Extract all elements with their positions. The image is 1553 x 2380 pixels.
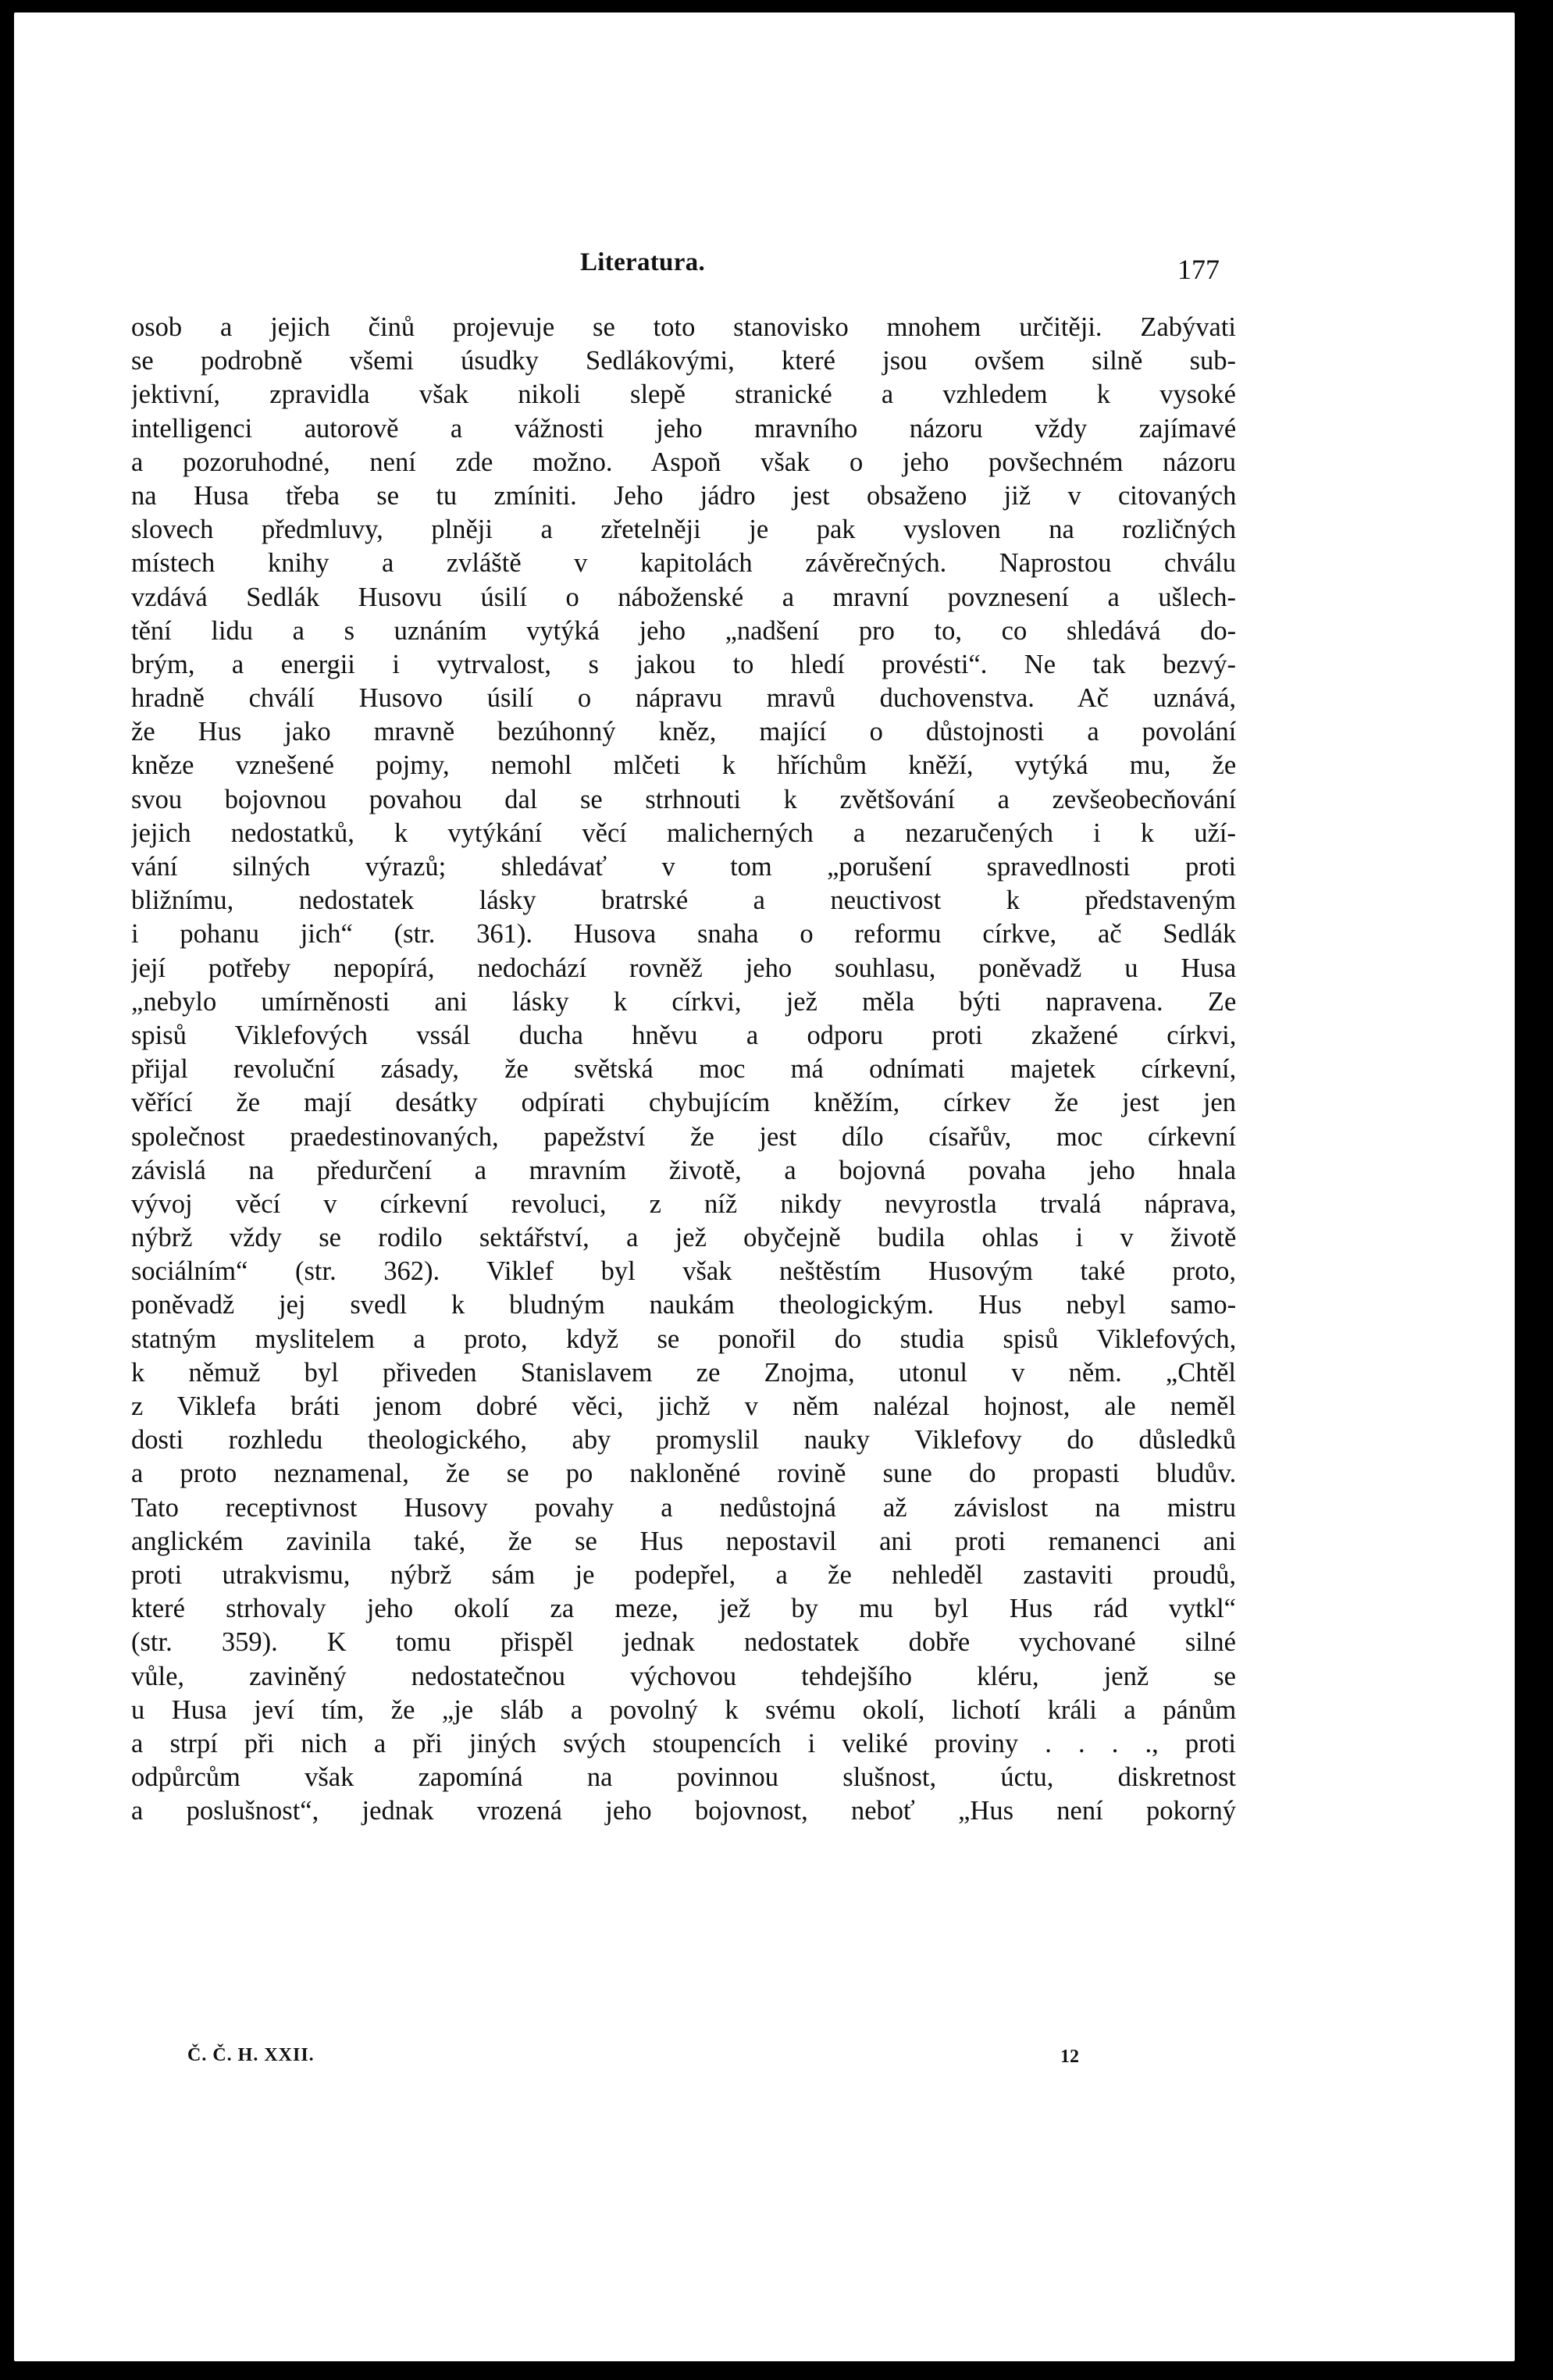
text-line: tění lidu a s uznáním vytýká jeho „nadšení pro to, co shledává do- xyxy=(131,615,1236,646)
text-line: (str. 359). K tomu přispěl jednak nedostatek dobře vychované silné xyxy=(131,1627,1236,1658)
text-line: bližnímu, nedostatek lásky bratrské a neuctivost k představeným xyxy=(131,885,1236,916)
text-line: i pohanu jich“ (str. 361). Husova snaha o reformu církve, ač Sedlák xyxy=(131,919,1236,950)
text-line: intelligenci autorově a vážnosti jeho mravního názoru vždy zajímavé xyxy=(131,413,1236,444)
text-line: věřící že mají desátky odpírati chybujícím kněžím, církev že jest jen xyxy=(131,1088,1236,1118)
text-line: a proto neznamenal, že se po nakloněné rovině sune do propasti bludův. xyxy=(131,1459,1236,1489)
text-line: Tato receptivnost Husovy povahy a nedůstojná až závislost na mistru xyxy=(131,1492,1236,1523)
sheet-number: 12 xyxy=(1060,2047,1079,2067)
text-line: hradně chválí Husovo úsilí o nápravu mravů duchovenstva. Ač uznává, xyxy=(131,683,1236,714)
text-line: kněze vznešené pojmy, nemohl mlčeti k hříchům kněží, vytýká mu, že xyxy=(131,750,1236,781)
running-title: Literatura. xyxy=(580,248,706,276)
text-line: poněvadž jej svedl k bludným naukám theologickým. Hus nebyl samo- xyxy=(131,1290,1236,1320)
text-line: které strhovaly jeho okolí za meze, jež by mu byl Hus rád vytkl“ xyxy=(131,1594,1236,1624)
text-line: vzdává Sedlák Husovu úsilí o náboženské a mravní povznesení a ušlech- xyxy=(131,582,1236,612)
text-line: a poslušnost“, jednak vrozená jeho bojovnost, neboť „Hus není pokorný xyxy=(131,1796,1236,1826)
text-line: dosti rozhledu theologického, aby promyslil nauky Viklefovy do důsledků xyxy=(131,1425,1236,1455)
text-line: z Viklefa bráti jenom dobré věci, jichž v něm nalézal hojnost, ale neměl xyxy=(131,1391,1236,1421)
text-line: přijal revoluční zásady, že světská moc má odnímati majetek církevní, xyxy=(131,1054,1236,1085)
running-header xyxy=(131,248,1224,295)
text-line: a pozoruhodné, není zde možno. Aspoň však o jeho povšechném názoru xyxy=(131,447,1236,477)
text-line: jejich nedostatků, k vytýkání věcí malicherných a nezaručených i k uží- xyxy=(131,818,1236,848)
text-line: spisů Viklefových vssál ducha hněvu a odporu proti zkažené církvi, xyxy=(131,1020,1236,1050)
text-line: její potřeby nepopírá, nedochází rovněž jeho souhlasu, poněvadž u Husa xyxy=(131,953,1236,983)
page-number: 177 xyxy=(1177,254,1220,285)
text-line: nýbrž vždy se rodilo sektářství, a jež obyčejně budila ohlas i v životě xyxy=(131,1223,1236,1253)
text-line: závislá na předurčení a mravním životě, a bojovná povaha jeho hnala xyxy=(131,1155,1236,1185)
text-line: u Husa jeví tím, že „je sláb a povolný k svému okolí, lichotí králi a pánům xyxy=(131,1694,1236,1725)
text-line: vůle, zaviněný nedostatečnou výchovou tehdejšího kléru, jenž se xyxy=(131,1661,1236,1691)
text-line: osob a jejich činů projevuje se toto stanovisko mnohem určitěji. Zabývati xyxy=(131,312,1236,342)
text-line: společnost praedestinovaných, papežství že jest dílo císařův, moc církevní xyxy=(131,1121,1236,1152)
text-line: jektivní, zpravidla však nikoli slepě stranické a vzhledem k vysoké xyxy=(131,379,1236,410)
text-line: odpůrcům však zapomíná na povinnou slušnost, úctu, diskretnost xyxy=(131,1762,1236,1793)
text-line: místech knihy a zvláště v kapitolách závěrečných. Naprostou chválu xyxy=(131,548,1236,579)
page xyxy=(14,12,1515,2361)
text-line: se podrobně všemi úsudky Sedlákovými, které jsou ovšem silně sub- xyxy=(131,346,1236,376)
text-line: k němuž byl přiveden Stanislavem ze Znojma, utonul v něm. „Chtěl xyxy=(131,1357,1236,1388)
text-line: a strpí při nich a při jiných svých stoupencích i veliké proviny . . . ., proti xyxy=(131,1728,1236,1758)
text-line: vývoj věcí v církevní revoluci, z níž nikdy nevyrostla trvalá náprava, xyxy=(131,1188,1236,1219)
body-text xyxy=(131,311,1236,1828)
text-line: svou bojovnou povahou dal se strhnouti k zvětšování a zevšeobecňování xyxy=(131,784,1236,814)
text-line: vání silných výrazů; shledávať v tom „porušení spravedlnosti proti xyxy=(131,852,1236,882)
text-line: „nebylo umírněnosti ani lásky k církvi, jež měla býti napravena. Ze xyxy=(131,986,1236,1017)
text-line: anglickém zavinila také, že se Hus nepostavil ani proti remanenci ani xyxy=(131,1526,1236,1556)
text-line: že Hus jako mravně bezúhonný kněz, mající o důstojnosti a povolání xyxy=(131,717,1236,747)
text-line: statným myslitelem a proto, když se ponořil do studia spisů Viklefových, xyxy=(131,1324,1236,1354)
text-line: brým, a energii i vytrvalost, s jakou to hledí provésti“. Ne tak bezvý- xyxy=(131,649,1236,679)
text-line: sociálním“ (str. 362). Viklef byl však neštěstím Husovým také proto, xyxy=(131,1256,1236,1287)
text-line: proti utrakvismu, nýbrž sám je podepřel, a že nehleděl zastaviti proudů, xyxy=(131,1559,1236,1590)
text-line: slovech předmluvy, plněji a zřetelněji je pak vysloven na rozličných xyxy=(131,515,1236,545)
signature-mark: Č. Č. H. XXII. xyxy=(187,2045,315,2065)
text-line: na Husa třeba se tu zmíniti. Jeho jádro jest obsaženo již v citovaných xyxy=(131,480,1236,511)
